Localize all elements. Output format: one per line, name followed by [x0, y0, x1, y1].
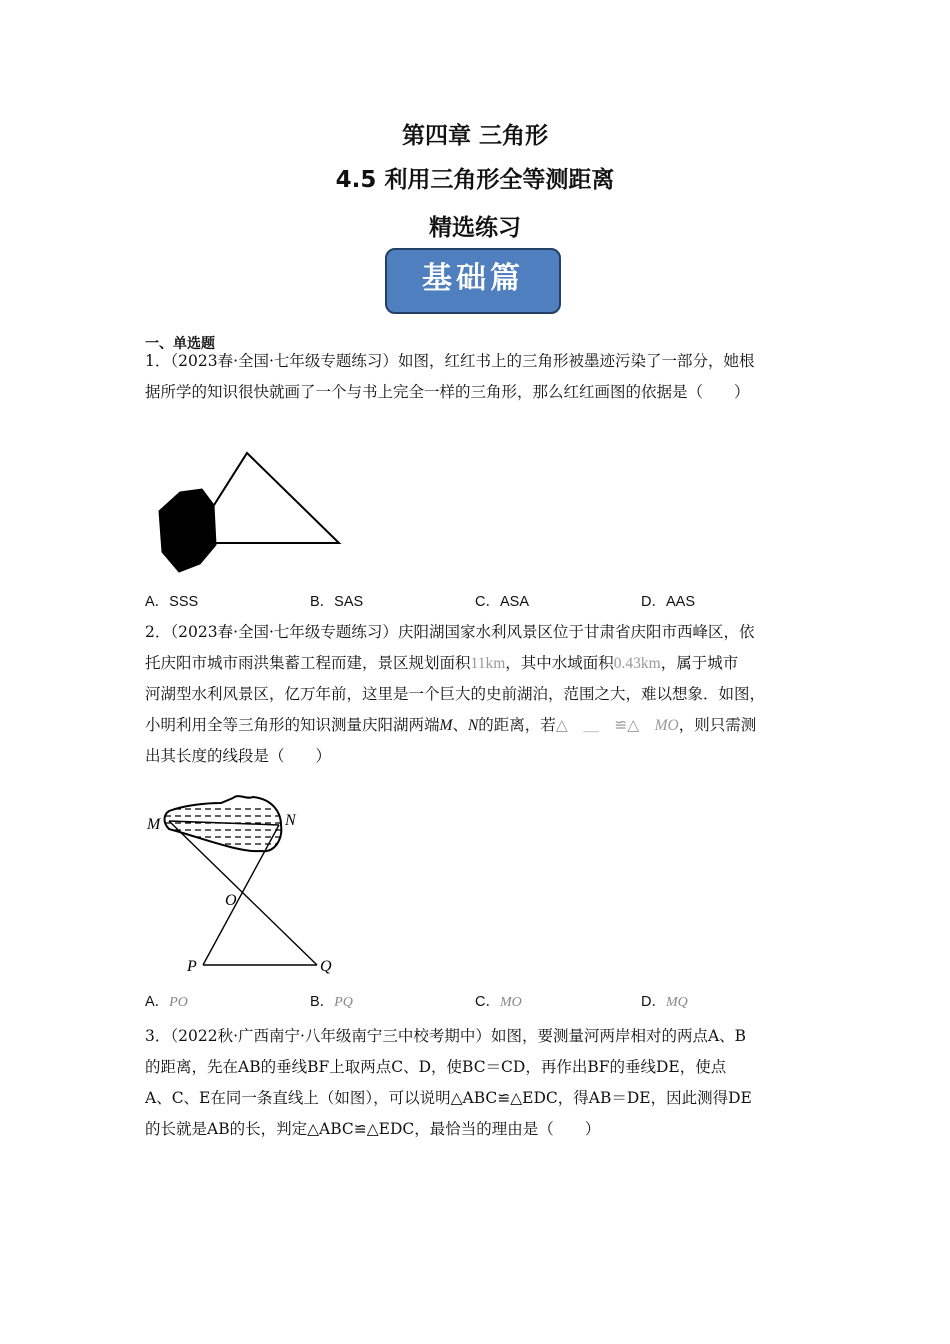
q2-line-3: 河湖型水利风景区，亿万年前，这里是一个巨大的史前湖泊，范围之大，难以想象．如图，	[145, 685, 766, 703]
subtitle: 精选练习	[429, 215, 521, 241]
q2-option-d[interactable]	[641, 990, 688, 1011]
q1-number: 1．	[145, 352, 171, 370]
q2-congruence-fragment: △ ＿ ≌△	[555, 717, 655, 734]
q2-line-4a: 小明利用全等三角形的知识测量庆阳湖两端	[145, 716, 440, 734]
q2-option-b[interactable]	[310, 990, 353, 1011]
q2-label-m: M	[147, 816, 161, 833]
q2-option-c-value: MO	[499, 995, 522, 1010]
q2-line-2c: ，属于城市	[660, 654, 739, 672]
q3-line-3: A、C、E在同一条直线上（如图），可以说明△ABC≌△EDC，得AB＝DE，因此测得DE	[145, 1089, 752, 1107]
q2-area-total: 11km	[470, 655, 506, 672]
q2-line-4b: 的距离，若	[478, 716, 556, 734]
q1-text-a: 如图，红红书上的三角形被墨迹污染了一部分，她根	[397, 352, 755, 370]
chapter-title: 第四章 三角形	[401, 123, 548, 149]
q2-option-b-label: B．	[310, 994, 335, 1010]
q2-line-2b: ，其中水域面积	[505, 654, 614, 672]
q2-label-q: Q	[320, 958, 332, 975]
q2-figure	[145, 795, 345, 980]
q1-ink-blot	[159, 489, 216, 572]
q1-options	[145, 590, 810, 612]
question-3-text	[145, 1021, 810, 1145]
q2-option-a-label: A．	[145, 994, 170, 1010]
q3-number: 3．	[145, 1027, 171, 1045]
q3-line-1: 如图，要测量河两岸相对的两点A、B	[490, 1027, 747, 1045]
q2-point-n: N	[467, 717, 479, 734]
q2-segment-np	[203, 825, 279, 965]
q2-point-m: M	[439, 717, 453, 734]
q2-line-1: 庆阳湖国家水利风景区位于甘肃省庆阳市西峰区，依	[397, 623, 755, 641]
q2-label-o: O	[225, 892, 237, 909]
q2-option-d-value: MQ	[665, 995, 688, 1010]
q2-area-water: 0.43km	[613, 655, 661, 672]
section-heading: 一、单选题	[145, 336, 215, 352]
q2-label-n: N	[285, 812, 296, 829]
q1-option-c[interactable]: C．ASA	[475, 594, 529, 610]
q2-label-p: P	[187, 958, 197, 975]
q2-line-4c: ，则只需测	[678, 716, 757, 734]
q1-option-a[interactable]: A．SSS	[145, 594, 199, 610]
q3-line-2: 的距离，先在AB的垂线BF上取两点C、D，使BC＝CD，再作出BF的垂线DE，使点	[145, 1058, 727, 1076]
q2-lake-outline	[165, 796, 282, 851]
q2-segment-mq	[169, 821, 317, 965]
q2-option-a[interactable]	[145, 990, 188, 1011]
level-banner: 基础篇	[385, 248, 561, 314]
q2-options	[145, 990, 810, 1012]
q3-line-4: 的长就是AB的长，判定△ABC≌△EDC，最恰当的理由是（ ）	[145, 1120, 601, 1138]
q3-source: （2022秋·广西南宁·八年级南宁三中校考期中）	[170, 1027, 491, 1045]
q1-text-b: 据所学的知识很快就画了一个与书上完全一样的三角形，那么红红画图的依据是（ ）	[145, 383, 750, 401]
q2-option-a-value: PO	[169, 995, 188, 1010]
q2-option-d-label: D．	[641, 994, 666, 1010]
q2-line-2a: 托庆阳市城市雨洪集蓄工程而建，景区规划面积	[145, 654, 471, 672]
q1-option-d[interactable]: D．AAS	[641, 594, 695, 610]
q2-option-c[interactable]	[475, 990, 522, 1011]
q1-figure	[150, 445, 350, 580]
q2-segment-mo: MO	[654, 717, 679, 734]
q2-number: 2．	[145, 623, 171, 641]
question-2-text	[145, 617, 810, 772]
q2-source: （2023春·全国·七年级专题练习）	[170, 623, 398, 641]
q2-line-5: 出其长度的线段是（ ）	[145, 747, 332, 765]
q1-option-b[interactable]: B．SAS	[310, 594, 364, 610]
q2-option-c-label: C．	[475, 994, 500, 1010]
lesson-title: 4.5 利用三角形全等测距离	[335, 167, 615, 193]
q2-separator: 、	[452, 716, 468, 734]
question-1-text	[145, 346, 810, 408]
q2-option-b-value: PQ	[334, 995, 353, 1010]
q1-source: （2023春·全国·七年级专题练习）	[170, 352, 398, 370]
